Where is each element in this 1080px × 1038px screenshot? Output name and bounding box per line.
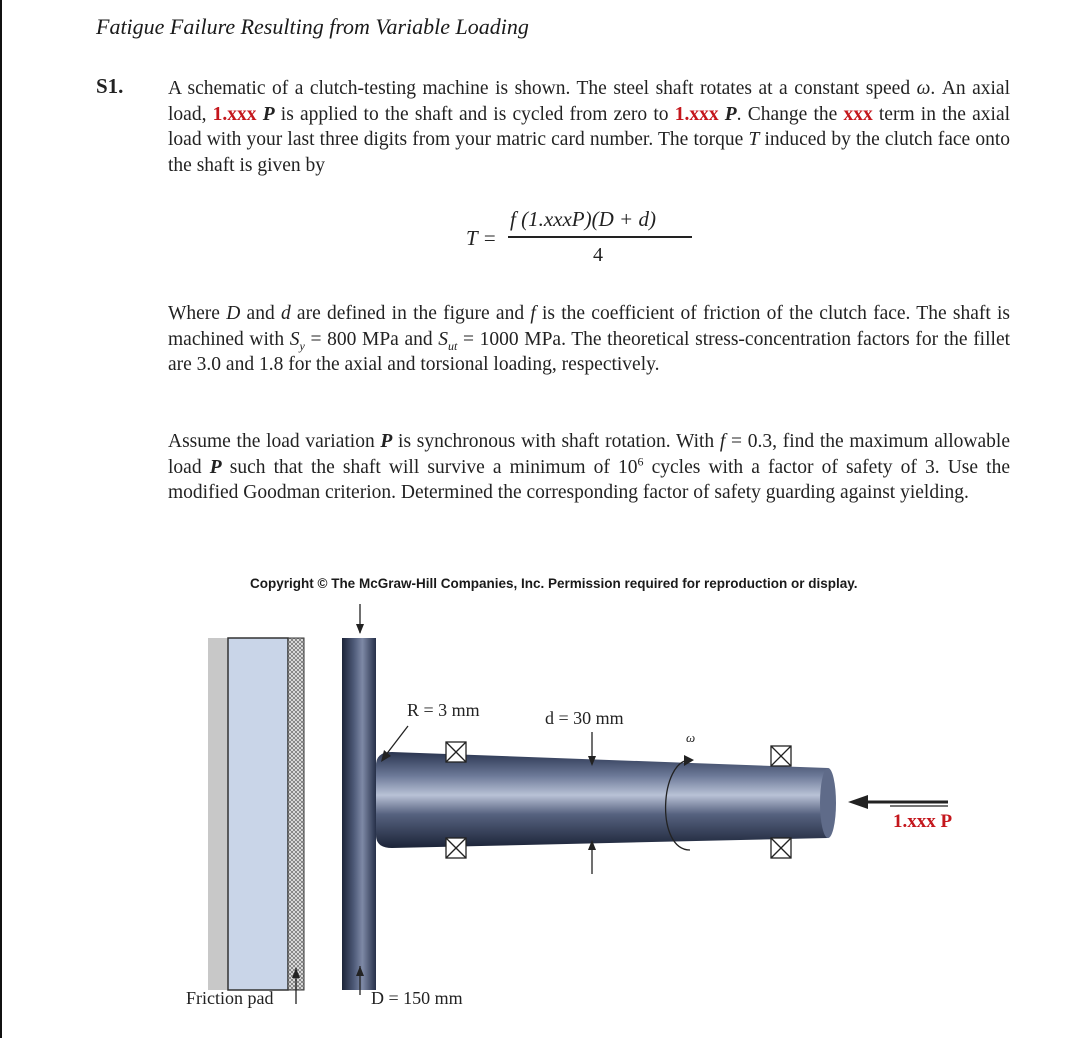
copyright-notice: Copyright © The McGraw-Hill Companies, Inc. Permission required for reproduction or display. (250, 576, 858, 591)
label-omega: ω (686, 730, 696, 745)
bearing-right-top (771, 746, 791, 766)
clutch-disc (342, 638, 376, 990)
bearing-right-bottom (771, 838, 791, 858)
label-large-diameter: D = 150 mm (371, 988, 463, 1008)
problem-number: S1. (96, 74, 124, 98)
section-heading: Fatigue Failure Resulting from Variable Loading (96, 14, 529, 39)
bearing-left-bottom (446, 838, 466, 858)
bearing-left-top (446, 742, 466, 762)
label-radius: R = 3 mm (407, 700, 480, 720)
label-small-diameter: d = 30 mm (545, 708, 624, 728)
clutch-housing (228, 638, 288, 990)
label-friction-pad: Friction pad (186, 988, 274, 1008)
steel-shaft (376, 752, 828, 848)
friction-pad (288, 638, 304, 990)
housing-back-plate (208, 638, 228, 990)
equation-denominator: 4 (593, 244, 603, 266)
equation-lhs: T = (466, 226, 497, 250)
problem-paragraph-2: Where D and d are defined in the figure and f is the coefficient of friction of the clutch face. The shaft is machined with $S_y = 800$ MPa and $S_{ut} = 1000$ MPa. The theoretical stress-concentration factors for the fillet are 3.0 and 1.8 for the axial and torsional loading, respectively. (168, 303, 1011, 376)
label-axial-load: 1.xxx P (893, 811, 953, 832)
shaft-end-face (820, 768, 836, 838)
problem-paragraph-1: A schematic of a clutch-testing machine is shown. The steel shaft rotates at a constant speed ω. An axial load, 1.xxx P is applied to the shaft and is cycled from zero to 1.xxx P. Change the xxx term in the axial load with your last three digits from your matric card number. The torque T induced by the clutch face onto the shaft is given by (168, 78, 1011, 177)
problem-paragraph-3: Assume the load variation P is synchronous with shaft rotation. With f = 0.3, find the maximum allowable load P such that the shaft will survive a minimum of $10^6$ cycles with a factor of safety of 3. Use the modified Goodman criterion. Determined the corresponding factor of safety guarding against yielding. (168, 431, 1010, 504)
equation-numerator: f (1.xxxP)(D + d) (510, 207, 656, 231)
